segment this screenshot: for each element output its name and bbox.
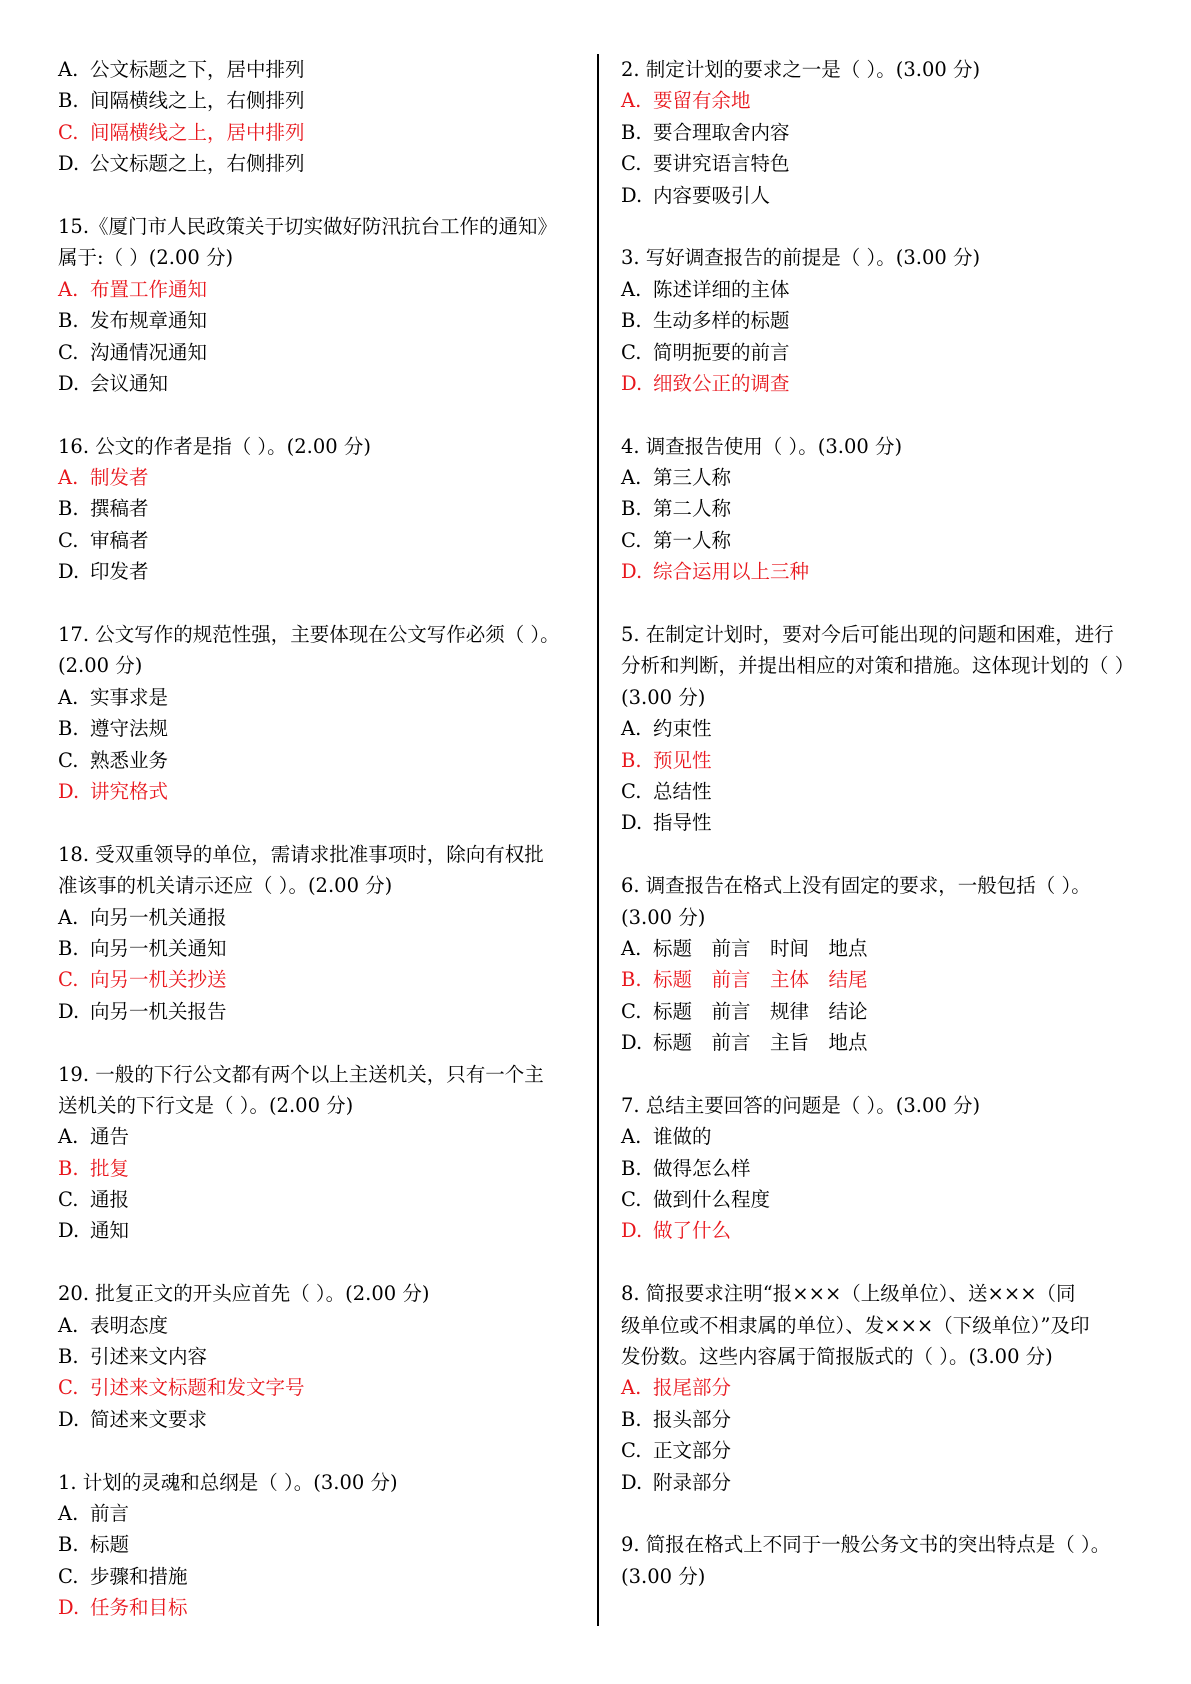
- option-text: 讲究格式: [90, 779, 169, 803]
- option-d: [58, 1404, 583, 1435]
- option-letter: A.: [58, 905, 79, 929]
- option-letter: A.: [58, 466, 79, 490]
- column-divider: [597, 54, 599, 1626]
- option-letter: A.: [621, 717, 642, 741]
- option-text: 内容要吸引人: [653, 183, 771, 207]
- option-letter: D.: [621, 183, 643, 207]
- option-letter: A.: [621, 277, 642, 301]
- option-text: 细致公正的调查: [653, 371, 790, 395]
- question-q20: [58, 1278, 583, 1435]
- question-gap: [621, 839, 1141, 870]
- question-text: (3.00 分): [621, 1564, 706, 1588]
- option-letter: B.: [58, 936, 79, 960]
- question-text: 4. 调查报告使用（ ）。(3.00 分): [621, 434, 903, 458]
- option-text: 向另一机关通报: [90, 905, 227, 929]
- option-c: [58, 337, 583, 368]
- question-text: 20. 批复正文的开头应首先（ ）。(2.00 分): [58, 1282, 430, 1306]
- question-text: 发份数。这些内容属于简报版式的（ ）。(3.00 分): [621, 1345, 1053, 1369]
- option-text: 通知: [90, 1219, 130, 1243]
- option-b: [58, 1341, 583, 1372]
- question-text: 19. 一般的下行公文都有两个以上主送机关，只有一个主: [58, 1062, 544, 1086]
- option-text: 标题 前言 主旨 地点: [653, 1031, 868, 1055]
- option-text: 向另一机关报告: [90, 999, 227, 1023]
- option-a: [58, 902, 583, 933]
- option-text: 表明态度: [90, 1313, 169, 1337]
- option-text: 印发者: [90, 560, 149, 584]
- option-d: [58, 148, 583, 179]
- option-a: [58, 1310, 583, 1341]
- option-text: 公文标题之上，右侧排列: [90, 152, 305, 176]
- option-text: 引述来文标题和发文字号: [90, 1376, 305, 1400]
- option-a-correct: [621, 85, 1141, 116]
- option-text: 指导性: [653, 811, 712, 835]
- option-text: 做得怎么样: [653, 1156, 751, 1180]
- option-b-correct: [621, 745, 1141, 776]
- option-letter: C.: [621, 152, 642, 176]
- option-letter: C.: [621, 528, 642, 552]
- question-text: 分析和判断，并提出相应的对策和措施。这体现计划的（ ）: [621, 654, 1135, 678]
- option-a-correct: [621, 1372, 1141, 1403]
- option-c: [621, 1184, 1141, 1215]
- option-d: [58, 556, 583, 587]
- option-text: 附录部分: [653, 1470, 732, 1494]
- question-q6: [621, 870, 1141, 1058]
- option-text: 通告: [90, 1125, 130, 1149]
- option-letter: D.: [58, 560, 80, 584]
- question-gap: [58, 1247, 583, 1278]
- option-text: 要合理取舍内容: [653, 120, 790, 144]
- option-text: 总结性: [653, 779, 712, 803]
- option-text: 做到什么程度: [653, 1188, 771, 1212]
- option-letter: B.: [621, 1156, 642, 1180]
- option-text: 审稿者: [90, 528, 149, 552]
- option-letter: A.: [58, 1501, 79, 1525]
- question-gap: [621, 211, 1141, 242]
- question-q15: [58, 211, 583, 399]
- option-text: 沟通情况通知: [90, 340, 208, 364]
- option-d-correct: [58, 776, 583, 807]
- question-text: (3.00 分): [621, 905, 706, 929]
- option-text: 报头部分: [653, 1407, 732, 1431]
- option-a: [621, 713, 1141, 744]
- option-text: 向另一机关通知: [90, 936, 227, 960]
- question-text: 18. 受双重领导的单位，需请求批准事项时，除向有权批: [58, 842, 544, 866]
- option-letter: D.: [58, 371, 80, 395]
- option-c: [621, 525, 1141, 556]
- question-q2: [621, 54, 1141, 211]
- question-gap: [621, 1059, 1141, 1090]
- option-letter: B.: [621, 309, 642, 333]
- option-d: [621, 807, 1141, 838]
- option-b: [58, 85, 583, 116]
- option-text: 要留有余地: [653, 89, 751, 113]
- option-text: 约束性: [653, 717, 712, 741]
- question-gap: [58, 1435, 583, 1466]
- option-letter: B.: [621, 120, 642, 144]
- question-gap: [621, 1247, 1141, 1278]
- question-text: (2.00 分): [58, 654, 143, 678]
- option-letter: B.: [621, 748, 642, 772]
- option-text: 第二人称: [653, 497, 732, 521]
- option-letter: D.: [621, 1031, 643, 1055]
- question-text: 17. 公文写作的规范性强，主要体现在公文写作必须（ ）。: [58, 623, 560, 647]
- option-b: [58, 713, 583, 744]
- question-gap: [621, 1498, 1141, 1529]
- option-letter: B.: [621, 1407, 642, 1431]
- question-gap: [58, 1027, 583, 1058]
- option-letter: D.: [621, 1219, 643, 1243]
- option-letter: D.: [58, 999, 80, 1023]
- option-text: 公文标题之下，居中排列: [90, 58, 305, 81]
- option-text: 熟悉业务: [90, 748, 169, 772]
- question-text: 9. 简报在格式上不同于一般公务文书的突出特点是（ ）。: [621, 1533, 1111, 1557]
- option-text: 陈述详细的主体: [653, 277, 790, 301]
- option-b: [621, 305, 1141, 336]
- option-d: [58, 996, 583, 1027]
- option-letter: B.: [58, 89, 79, 113]
- option-letter: A.: [58, 1125, 79, 1149]
- option-text: 标题: [90, 1533, 130, 1557]
- option-letter: A.: [58, 685, 79, 709]
- question-text: 准该事的机关请示还应（ ）。(2.00 分): [58, 874, 393, 898]
- option-text: 步骤和措施: [90, 1564, 188, 1588]
- left-column: [58, 54, 583, 1624]
- option-letter: A.: [621, 466, 642, 490]
- option-letter: C.: [58, 1376, 79, 1400]
- question-text: (3.00 分): [621, 685, 706, 709]
- option-letter: C.: [621, 999, 642, 1023]
- option-b: [58, 933, 583, 964]
- option-letter: D.: [621, 560, 643, 584]
- option-letter: D.: [621, 811, 643, 835]
- option-letter: D.: [58, 1407, 80, 1431]
- option-letter: C.: [621, 1188, 642, 1212]
- option-text: 简明扼要的前言: [653, 340, 790, 364]
- option-c-correct: [58, 964, 583, 995]
- option-letter: C.: [58, 1188, 79, 1212]
- option-b: [621, 493, 1141, 524]
- question-q3: [621, 242, 1141, 399]
- option-d: [58, 1215, 583, 1246]
- option-c: [621, 148, 1141, 179]
- option-letter: D.: [621, 371, 643, 395]
- option-text: 综合运用以上三种: [653, 560, 810, 584]
- option-text: 任务和目标: [90, 1596, 188, 1620]
- option-c-correct: [58, 117, 583, 148]
- option-d: [58, 368, 583, 399]
- option-text: 向另一机关抄送: [90, 968, 227, 992]
- option-a-correct: [58, 274, 583, 305]
- option-d: [621, 180, 1141, 211]
- option-a: [621, 274, 1141, 305]
- question-gap: [58, 180, 583, 211]
- option-text: 标题 前言 时间 地点: [653, 936, 868, 960]
- option-text: 谁做的: [653, 1125, 712, 1149]
- question-text: 3. 写好调查报告的前提是（ ）。(3.00 分): [621, 246, 981, 270]
- option-text: 做了什么: [653, 1219, 732, 1243]
- option-letter: A.: [621, 1125, 642, 1149]
- question-q7: [621, 1090, 1141, 1247]
- question-text: 8. 简报要求注明“报×××（上级单位）、送×××（同: [621, 1282, 1076, 1306]
- option-letter: D.: [58, 152, 80, 176]
- option-text: 生动多样的标题: [653, 309, 790, 333]
- option-letter: A.: [58, 277, 79, 301]
- option-d-correct: [621, 368, 1141, 399]
- question-q9: [621, 1529, 1141, 1592]
- question-q18: [58, 839, 583, 1027]
- option-a-correct: [58, 462, 583, 493]
- option-c: [58, 525, 583, 556]
- question-text: 5. 在制定计划时，要对今后可能出现的问题和困难，进行: [621, 623, 1114, 647]
- option-text: 第三人称: [653, 466, 732, 490]
- question-q17: [58, 619, 583, 807]
- question-text: 级单位或不相隶属的单位）、发×××（下级单位）”及印: [621, 1313, 1090, 1337]
- option-letter: B.: [58, 1533, 79, 1557]
- option-b-correct: [621, 964, 1141, 995]
- option-letter: D.: [58, 779, 80, 803]
- option-letter: C.: [621, 779, 642, 803]
- option-b: [621, 1404, 1141, 1435]
- option-letter: B.: [58, 717, 79, 741]
- option-letter: B.: [58, 309, 79, 333]
- question-q1: [58, 1467, 583, 1624]
- question-text: 6. 调查报告在格式上没有固定的要求，一般包括（ ）。: [621, 874, 1091, 898]
- right-column: [621, 54, 1141, 1592]
- question-gap: [58, 399, 583, 430]
- option-letter: B.: [58, 1156, 79, 1180]
- option-a: [58, 54, 583, 85]
- option-text: 布置工作通知: [90, 277, 208, 301]
- option-text: 实事求是: [90, 685, 169, 709]
- question-q5: [621, 619, 1141, 839]
- option-c: [621, 337, 1141, 368]
- option-a: [621, 462, 1141, 493]
- option-text: 前言: [90, 1501, 130, 1525]
- question-q19: [58, 1059, 583, 1247]
- option-text: 批复: [90, 1156, 130, 1180]
- option-d-correct: [621, 1215, 1141, 1246]
- option-c: [58, 1184, 583, 1215]
- option-letter: A.: [621, 89, 642, 113]
- option-letter: C.: [58, 340, 79, 364]
- question-gap: [58, 588, 583, 619]
- option-a: [58, 1498, 583, 1529]
- option-c: [621, 776, 1141, 807]
- option-letter: D.: [621, 1470, 643, 1494]
- option-text: 要讲究语言特色: [653, 152, 790, 176]
- option-b: [58, 493, 583, 524]
- option-letter: D.: [58, 1219, 80, 1243]
- option-letter: A.: [621, 1376, 642, 1400]
- option-text: 简述来文要求: [90, 1407, 208, 1431]
- option-text: 间隔横线之上，右侧排列: [90, 89, 305, 113]
- option-b: [58, 1529, 583, 1560]
- option-text: 会议通知: [90, 371, 169, 395]
- option-c: [58, 745, 583, 776]
- option-c-correct: [58, 1372, 583, 1403]
- question-text: 送机关的下行文是（ ）。(2.00 分): [58, 1093, 354, 1117]
- option-d-correct: [58, 1592, 583, 1623]
- option-text: 间隔横线之上，居中排列: [90, 120, 305, 144]
- question-text: 7. 总结主要回答的问题是（ ）。(3.00 分): [621, 1093, 981, 1117]
- question-q4: [621, 431, 1141, 588]
- option-a: [58, 1121, 583, 1152]
- question-gap: [621, 588, 1141, 619]
- question-text: 2. 制定计划的要求之一是（ ）。(3.00 分): [621, 58, 981, 81]
- option-text: 制发者: [90, 466, 149, 490]
- option-text: 遵守法规: [90, 717, 169, 741]
- option-d-correct: [621, 556, 1141, 587]
- option-c: [621, 1435, 1141, 1466]
- option-a: [621, 933, 1141, 964]
- option-text: 标题 前言 主体 结尾: [653, 968, 868, 992]
- option-text: 引述来文内容: [90, 1345, 208, 1369]
- option-a: [58, 682, 583, 713]
- option-letter: A.: [58, 1313, 79, 1337]
- option-letter: C.: [58, 528, 79, 552]
- question-text: 15.《厦门市人民政策关于切实做好防汛抗台工作的通知》: [58, 214, 558, 238]
- question-gap: [621, 399, 1141, 430]
- option-b-correct: [58, 1153, 583, 1184]
- question-q14-tail: [58, 54, 583, 180]
- option-letter: C.: [58, 968, 79, 992]
- question-text: 1. 计划的灵魂和总纲是（ ）。(3.00 分): [58, 1470, 398, 1494]
- option-b: [621, 1153, 1141, 1184]
- question-text: 16. 公文的作者是指（ ）。(2.00 分): [58, 434, 371, 458]
- question-q8: [621, 1278, 1141, 1498]
- option-c: [58, 1561, 583, 1592]
- question-q16: [58, 431, 583, 588]
- option-text: 撰稿者: [90, 497, 149, 521]
- option-letter: B.: [58, 1345, 79, 1369]
- option-text: 预见性: [653, 748, 712, 772]
- option-text: 通报: [90, 1188, 130, 1212]
- option-letter: A.: [58, 58, 79, 81]
- option-letter: B.: [58, 497, 79, 521]
- option-a: [621, 1121, 1141, 1152]
- option-text: 正文部分: [653, 1439, 732, 1463]
- option-letter: C.: [621, 1439, 642, 1463]
- option-text: 第一人称: [653, 528, 732, 552]
- option-letter: C.: [58, 1564, 79, 1588]
- option-c: [621, 996, 1141, 1027]
- option-b: [58, 305, 583, 336]
- option-text: 报尾部分: [653, 1376, 732, 1400]
- option-letter: B.: [621, 968, 642, 992]
- option-text: 发布规章通知: [90, 309, 208, 333]
- option-letter: C.: [58, 120, 79, 144]
- option-letter: B.: [621, 497, 642, 521]
- option-d: [621, 1467, 1141, 1498]
- option-text: 标题 前言 规律 结论: [653, 999, 868, 1023]
- question-gap: [58, 807, 583, 838]
- option-letter: C.: [58, 748, 79, 772]
- option-b: [621, 117, 1141, 148]
- option-d: [621, 1027, 1141, 1058]
- option-letter: C.: [621, 340, 642, 364]
- option-letter: A.: [621, 936, 642, 960]
- option-letter: D.: [58, 1596, 80, 1620]
- question-text: 属于:（ ）(2.00 分): [58, 246, 234, 270]
